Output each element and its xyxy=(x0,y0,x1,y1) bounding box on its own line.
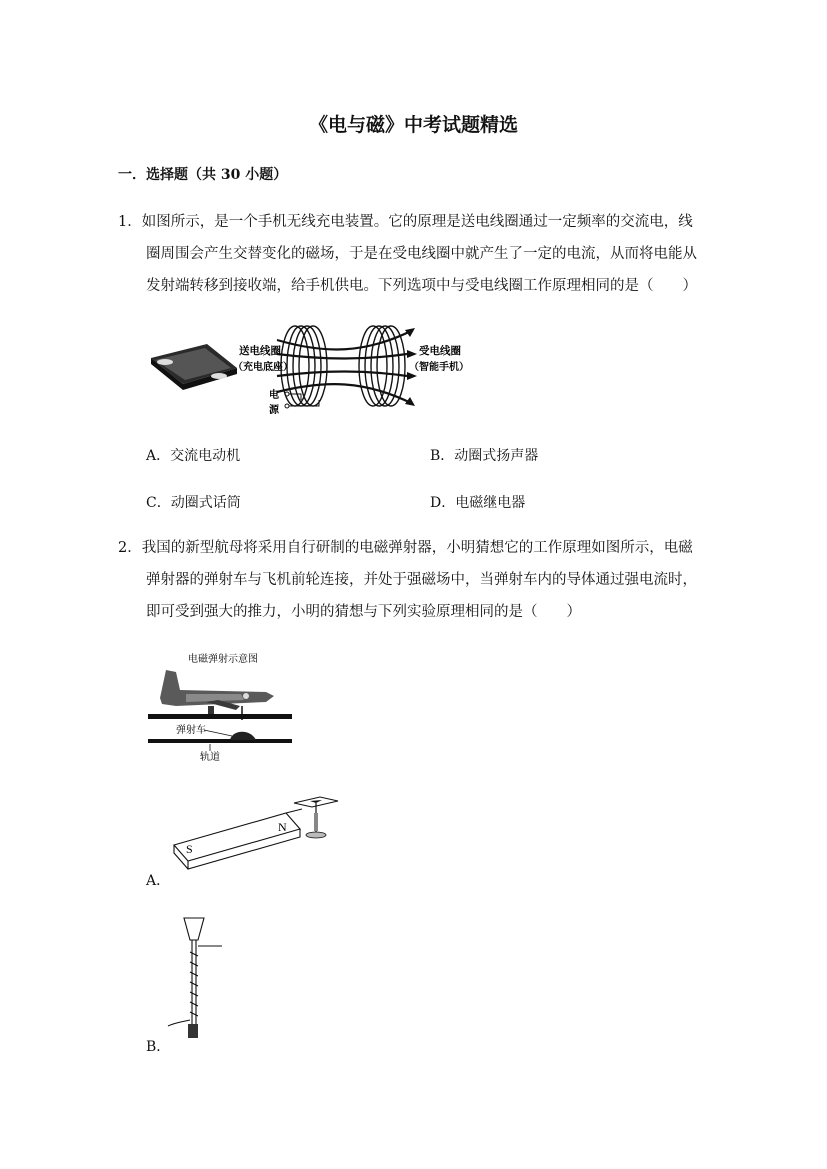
question-1 xyxy=(118,206,710,302)
question-1-line-1: 1．如图所示，是一个手机无线充电装置。它的原理是送电线圈通过一定频率的交流电，线 xyxy=(118,214,693,230)
send-coil-sublabel: （充电底座） xyxy=(233,362,293,373)
cart-shape xyxy=(230,732,256,740)
power-label-2: 源 xyxy=(269,405,279,416)
q2-option-b-label[interactable]: B． xyxy=(146,1039,171,1055)
bar-magnet-icon xyxy=(174,809,302,869)
q1-option-c[interactable]: C．动圈式话筒 xyxy=(146,495,241,511)
coil-rod-icon xyxy=(168,918,222,1030)
nail-tip xyxy=(188,1024,198,1038)
wireless-charging-figure xyxy=(145,318,495,418)
track-label: 轨道 xyxy=(200,752,220,763)
question-2-line-1: 2．我国的新型航母将采用自行研制的电磁弹射器，小明猜想它的工作原理如图所示，电磁 xyxy=(118,540,693,556)
question-1-line-3: 发射端转移到接收端，给手机供电。下列选项中与受电线圈工作原理相同的是（ ） xyxy=(146,278,697,294)
question-2-line-3: 即可受到强大的推力，小明的猜想与下列实验原理相同的是（ ） xyxy=(146,604,581,620)
catapult-caption: 电磁弹射示意图 xyxy=(188,654,258,665)
page-title: 《电与磁》中考试题精选 xyxy=(308,114,518,136)
magnet-n-label: N xyxy=(278,820,287,834)
question-2 xyxy=(118,532,710,628)
q1-option-d[interactable]: D．电磁继电器 xyxy=(430,495,526,511)
section-heading: 一．选择题（共 30 小题） xyxy=(118,167,288,183)
send-coil-label: 送电线圈 xyxy=(239,345,281,357)
question-2-line-2: 弹射器的弹射车与飞机前轮连接，并处于强磁场中，当弹射车内的导体通过强电流时， xyxy=(146,572,697,588)
option-a-figure xyxy=(170,795,350,875)
q1-option-a[interactable]: A．交流电动机 xyxy=(146,448,241,464)
airplane-icon xyxy=(160,670,274,720)
option-b-figure xyxy=(160,912,240,1042)
cart-label: 弹射车 xyxy=(176,725,206,736)
deck-line xyxy=(148,714,292,719)
track-line xyxy=(148,739,292,743)
q2-option-a-label[interactable]: A． xyxy=(146,873,171,889)
charging-pad-image xyxy=(151,344,237,390)
power-label-1: 电 xyxy=(269,390,279,401)
question-1-line-2: 圈周围会产生交替变化的磁场，于是在受电线圈中就产生了一定的电流，从而将电能从 xyxy=(146,246,697,262)
magnet-s-label: S xyxy=(186,842,193,856)
question-2-number: 2． xyxy=(118,540,142,556)
q1-option-b[interactable]: B．动圈式扬声器 xyxy=(430,448,539,464)
receive-coil-sublabel: （智能手机） xyxy=(409,362,469,373)
question-1-number: 1． xyxy=(118,214,142,230)
receive-coil-label: 受电线圈 xyxy=(419,345,461,357)
compass-icon xyxy=(294,797,338,838)
receive-coil-icon xyxy=(359,326,405,406)
catapult-figure xyxy=(146,650,296,765)
